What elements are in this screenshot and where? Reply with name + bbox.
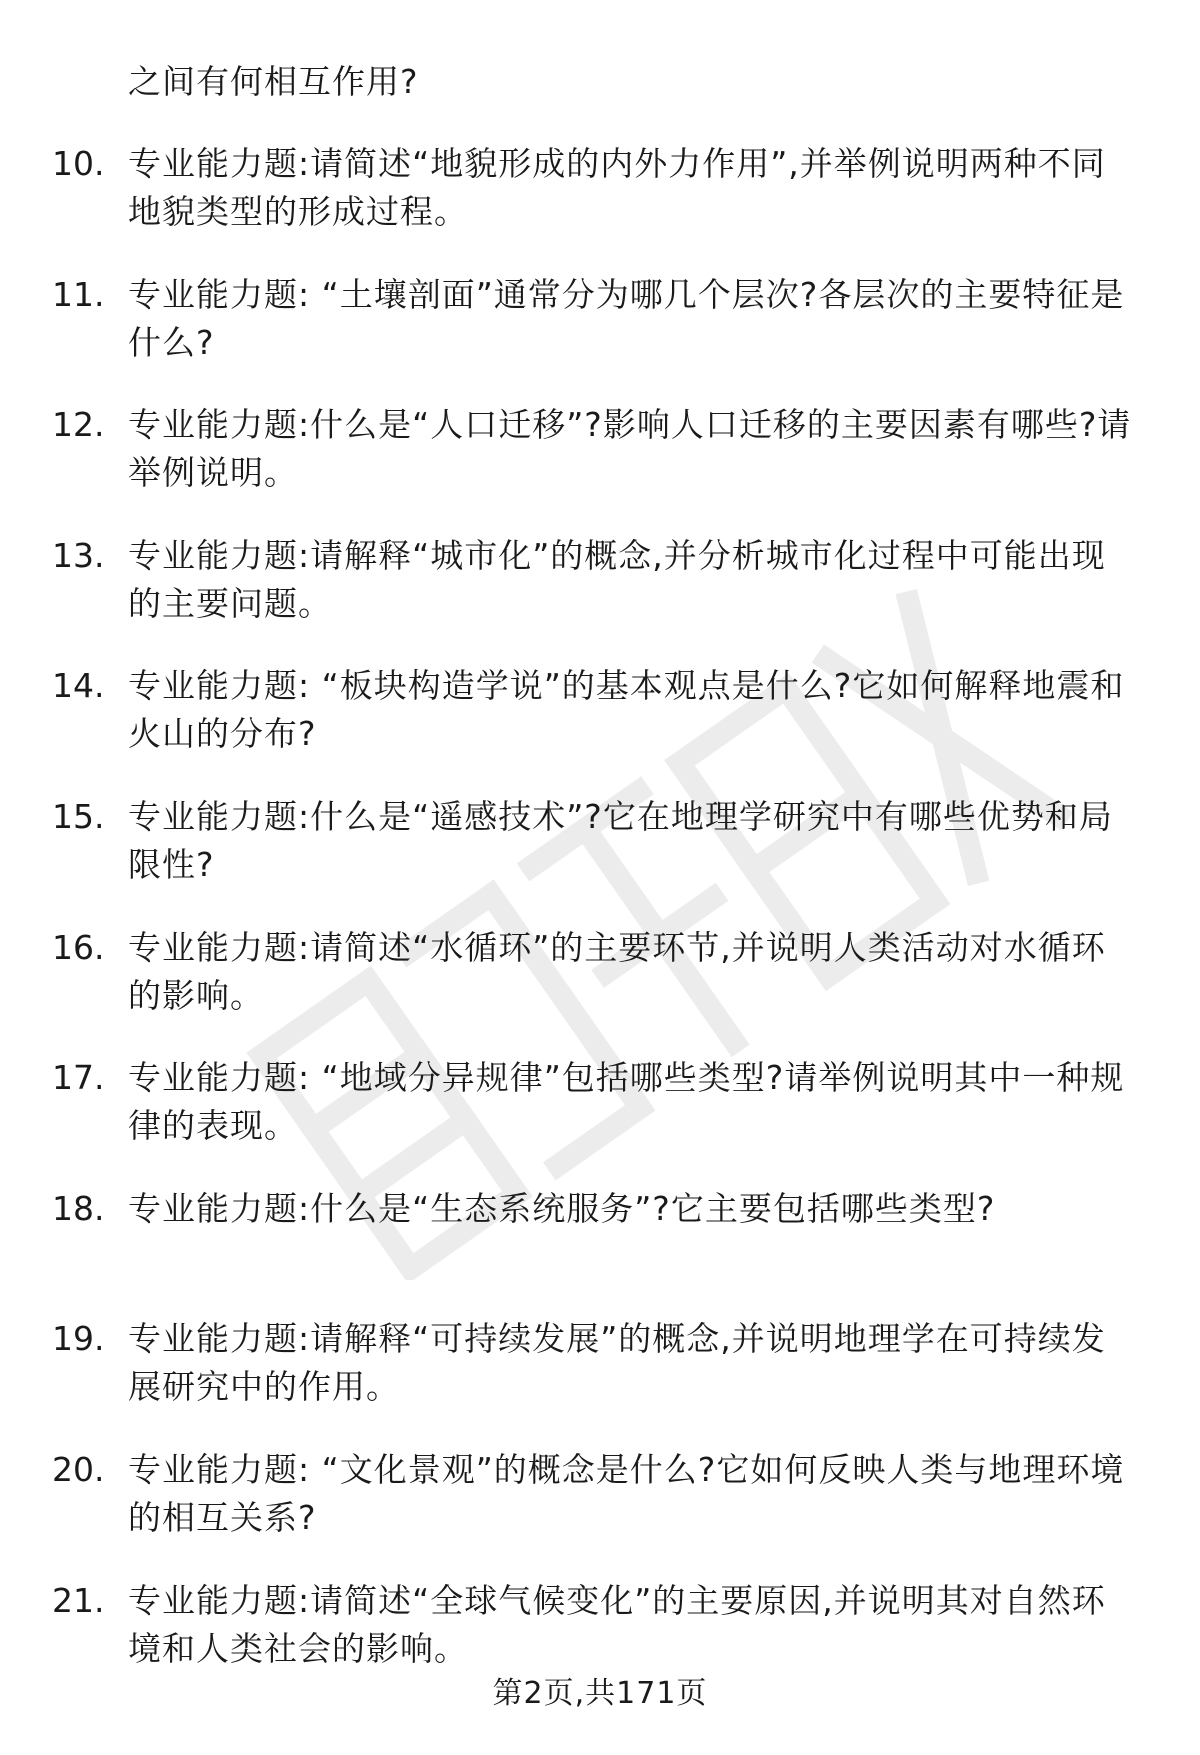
question-number: 13.	[52, 535, 105, 575]
question-text: 专业能力题: “板块构造学说”的基本观点是什么?它如何解释地震和火山的分布?	[128, 666, 1125, 754]
question-text: 专业能力题:什么是“人口迁移”?影响人口迁移的主要因素有哪些?请举例说明。	[128, 405, 1132, 493]
question-text: 专业能力题:请简述“全球气候变化”的主要原因,并说明其对自然环境和人类社会的影响。	[128, 1580, 1106, 1668]
question-text: 专业能力题:请解释“可持续发展”的概念,并说明地理学在可持续发展研究中的作用。	[128, 1319, 1106, 1407]
question-list	[0, 140, 1200, 1707]
question-item	[0, 401, 1200, 532]
question-number: 16.	[52, 927, 105, 967]
question-text: 专业能力题: “地域分异规律”包括哪些类型?请举例说明其中一种规律的表现。	[128, 1058, 1125, 1146]
question-item	[0, 1185, 1200, 1316]
question-number: 17.	[52, 1058, 105, 1098]
question-number: 21.	[52, 1580, 105, 1620]
question-text: 专业能力题:请解释“城市化”的概念,并分析城市化过程中可能出现的主要问题。	[128, 535, 1106, 623]
question-item	[0, 924, 1200, 1055]
question-number: 15.	[52, 796, 105, 836]
question-item	[0, 532, 1200, 663]
question-text: 专业能力题: “文化景观”的概念是什么?它如何反映人类与地理环境的相互关系?	[128, 1449, 1125, 1537]
question-text: 专业能力题:请简述“地貌形成的内外力作用”,并举例说明两种不同地貌类型的形成过程。	[128, 144, 1106, 231]
question-number: 20.	[52, 1449, 105, 1489]
continuation-text: 之间有何相互作用?	[128, 62, 419, 101]
question-item	[0, 140, 1200, 271]
question-number: 10.	[52, 144, 105, 183]
question-item	[0, 1315, 1200, 1446]
question-text: 专业能力题:什么是“遥感技术”?它在地理学研究中有哪些优势和局限性?	[128, 796, 1113, 884]
question-item	[0, 1446, 1200, 1577]
question-number: 19.	[52, 1319, 105, 1359]
page-footer: 第2页,共171页	[492, 1676, 708, 1711]
question-item	[0, 1054, 1200, 1185]
question-text: 专业能力题:请简述“水循环”的主要环节,并说明人类活动对水循环的影响。	[128, 927, 1106, 1015]
question-text: 专业能力题: “土壤剖面”通常分为哪几个层次?各层次的主要特征是什么?	[128, 274, 1125, 362]
question-number: 18.	[52, 1188, 105, 1228]
question-number: 14.	[52, 666, 105, 706]
question-item	[0, 662, 1200, 793]
question-text: 专业能力题:什么是“生态系统服务”?它主要包括哪些类型?	[128, 1188, 996, 1228]
question-item	[0, 271, 1200, 402]
question-item	[0, 793, 1200, 924]
question-number: 12.	[52, 405, 105, 445]
question-number: 11.	[52, 274, 105, 314]
